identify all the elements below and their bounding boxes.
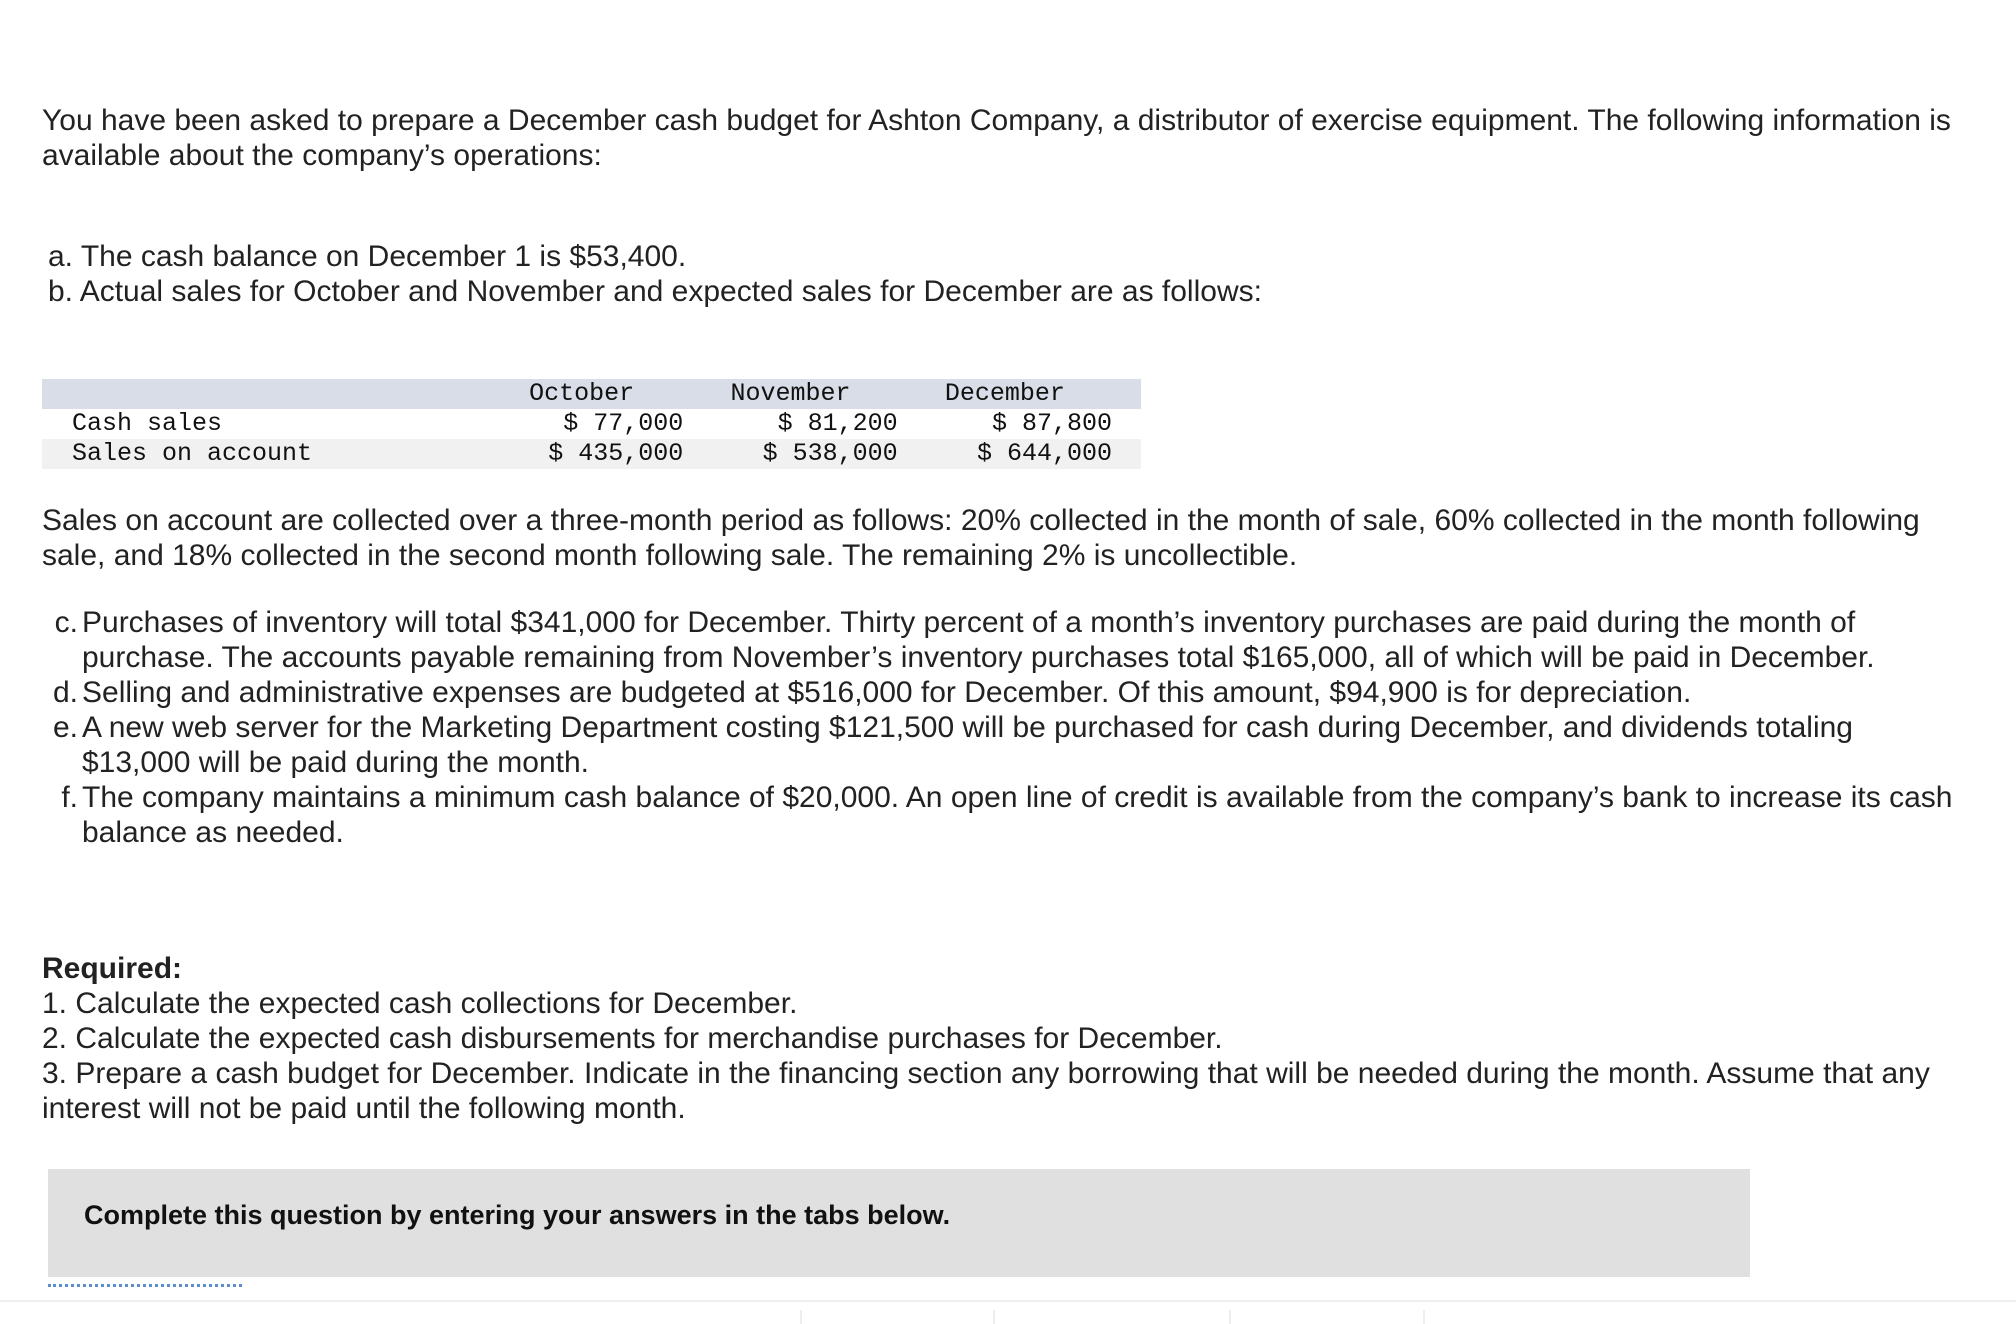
- header-label-cell: [42, 379, 480, 409]
- value-cell: $ 435,000: [548, 439, 684, 468]
- value-cell: $ 81,200: [777, 409, 898, 438]
- sales-table-header-row: [42, 379, 1141, 409]
- fact-c: [42, 605, 1962, 675]
- table-row: [42, 439, 1141, 469]
- tabs-top-border: [0, 1300, 2016, 1302]
- sales-table: [42, 379, 1141, 469]
- required-section: [42, 951, 1972, 1126]
- value-cell: $ 87,800: [991, 409, 1113, 438]
- banner-text: Complete this question by entering your answers in the tabs below.: [84, 1200, 951, 1230]
- tab-separator: [1423, 1310, 1425, 1324]
- fact-e: [42, 710, 1962, 780]
- row-label: Cash sales: [72, 409, 223, 438]
- tab-separator: [1229, 1310, 1231, 1324]
- value-cell: $ 644,000: [976, 439, 1113, 468]
- fact-marker: c.: [54, 606, 78, 639]
- value-cell: $ 77,000: [563, 409, 684, 438]
- table-row: [42, 409, 1141, 439]
- value-cell: $ 538,000: [762, 439, 898, 468]
- fact-marker: e.: [52, 711, 78, 744]
- fact-d: [42, 675, 1962, 710]
- tab-separator: [800, 1310, 802, 1324]
- required-heading: Required:: [42, 952, 183, 985]
- required-item-3: 3. Prepare a cash budget for December. Indicate in the financing section any borrowing that will be needed during the month. Assume that any interest will not be paid until the following month.: [42, 1057, 1930, 1125]
- facts-list-cf: [42, 605, 1962, 850]
- fact-text: A new web server for the Marketing Department costing $121,500 will be purchased for cash during December, and dividends totaling $13,000 will be paid during the month.: [82, 711, 1853, 779]
- instructions-banner: [48, 1169, 1750, 1277]
- header-november: November: [730, 379, 851, 408]
- intro-text: You have been asked to prepare a December cash budget for Ashton Company, a distributor of exercise equipment. The following information is available about the company’s operations:: [42, 104, 1951, 172]
- fact-a: a. The cash balance on December 1 is $53,400.: [48, 240, 687, 273]
- fact-text: The company maintains a minimum cash balance of $20,000. An open line of credit is available from the company’s bank to increase its cash balance as needed.: [82, 781, 1953, 849]
- required-item-1: 1. Calculate the expected cash collections for December.: [42, 987, 798, 1020]
- fact-marker: d.: [52, 676, 78, 709]
- facts-list-ab: [48, 239, 1948, 309]
- header-october: October: [529, 379, 635, 408]
- required-item-2: 2. Calculate the expected cash disbursements for merchandise purchases for December.: [42, 1022, 1223, 1055]
- fact-marker: f.: [61, 781, 78, 814]
- fact-text: Purchases of inventory will total $341,000 for December. Thirty percent of a month’s inventory purchases are paid during the month of purchase. The accounts payable remaining from November’s inventory purchases total $165,000, all of which will be paid in December.: [82, 606, 1875, 674]
- collections-text: Sales on account are collected over a three-month period as follows: 20% collected in the month of sale, 60% collected in the month following sale, and 18% collected in the second month following sale. The remaining 2% is uncollectible.: [42, 504, 1920, 572]
- fact-b: b. Actual sales for October and November and expected sales for December are as follows:: [48, 275, 1262, 308]
- fact-text: Selling and administrative expenses are budgeted at $516,000 for December. Of this amount, $94,900 is for depreciation.: [82, 676, 1692, 709]
- fact-f: [42, 780, 1962, 850]
- header-december: December: [944, 379, 1065, 408]
- row-label: Sales on account: [72, 439, 313, 468]
- tab-separator: [993, 1310, 995, 1324]
- focus-indicator: [48, 1284, 242, 1287]
